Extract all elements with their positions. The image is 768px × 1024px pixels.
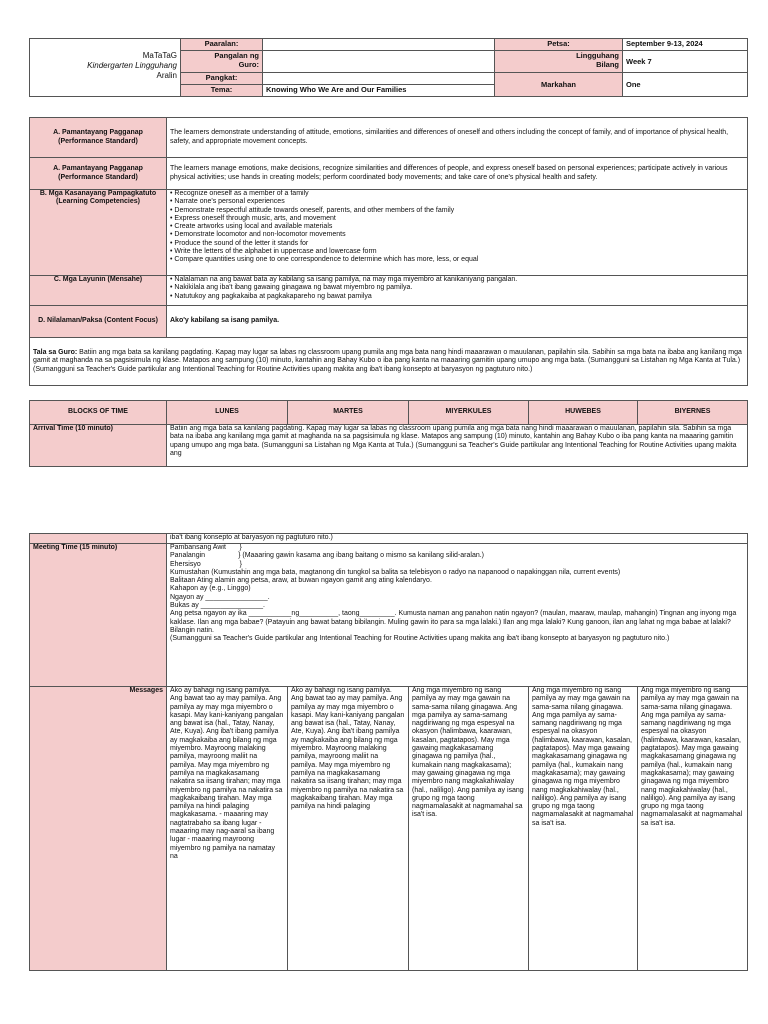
list-item: • Narrate one's personal experiences [170, 198, 744, 206]
arrival-label: Arrival Time (10 minuto) [30, 425, 167, 467]
tala-sa-guro [30, 338, 748, 386]
a2-label: A. Pamantayang Pagganap (Performance Standard) [30, 158, 167, 190]
paaralan-value[interactable] [263, 39, 495, 51]
a2-text: The learners manage emotions, make decisions, recognize similarities and differences of people, and express oneself based on personal experiences; participate actively in various physical activities; use hands in creating models; perform coordinated body movements; and take care of one's physical health and safety. [167, 158, 748, 190]
message-martes: Ako ay bahagi ng isang pamilya. Ang bawat tao ay may pamilya. Ang pamilya ay may mga miyembro o kasapi. May kani-kaniyang pangalan ang bawat isa (hal., Tatay, Nanay, Ate, Kuya). Ang iba't ibang pamilya ay magkakaiba ang bilang ng mga miyembro. Mayroong malaking pamilya, mayroong maliit na pamilya. May mga miyembro ng pamilya na magkakasamang nakatira sa iisang tirahan; may mga miyembro ng pamilya na nakatira sa magkakaibang tirahan. May mga pamilya na hindi palaging [288, 687, 409, 971]
c-label: C. Mga Layunin (Mensahe) [30, 276, 167, 306]
list-item: • Write the letters of the alphabet in uppercase and lowercase form [170, 248, 744, 256]
b-label: B. Mga Kasanayang Pampagkatuto (Learning Competencies) [30, 190, 167, 276]
lingguhang-label [495, 51, 623, 73]
petsa-value: September 9-13, 2024 [623, 39, 748, 51]
list-item: • Natutukoy ang pagkakaiba at pagkakapareho ng bawat pamilya [170, 293, 744, 301]
blocks-of-time-header: BLOCKS OF TIME [30, 401, 167, 425]
school-title-line2: Kindergarten Lingguhang [87, 61, 177, 70]
arrival-text: Batiin ang mga bata sa kanilang pagdating. Kapag may lugar sa labas ng classroom upang pumila ang mga bata nang hindi maaarawan o mauulanan, papilahin sila. Sabihin sa mga bata na ibaba ang kanilang mga gamit at maghanda na sa pagsisimula ng klase. Matapos ang sampung (10) minuto, kantahin ang Bahay Kubo o iba pang kanta na maaaring gamitin upang umupo ang mga bata. (Sumangguni sa Listahan ng Mga Kanta at Tula.) (Sumangguni sa Teacher's Guide partikular ang Intentional Teaching for Routine Activities upang makita ang [167, 425, 748, 467]
meeting-line: Kumustahan (Kumustahin ang mga bata, magtanong din tungkol sa balita sa telebisyon o radyo na napanood o napakinggan nila, current events) [170, 568, 621, 576]
meeting-line: Panalangin } (Maaaring gawin kasama ang ibang baitang o mismo sa kanilang silid-aralan.) [170, 552, 485, 560]
meeting-line: Bukas ay ________________. [170, 602, 265, 610]
meeting-label: Meeting Time (15 minuto) [30, 544, 167, 687]
message-huwebes: Ang mga miyembro ng isang pamilya ay may mga gawain na sama-sama nilang ginagawa. Ang mga pamilya ay sama-samang nagdiriwang ng mga espesyal na okasyon (halimbawa, kaarawan, kasalan, pagtatapos). May mga gawaing magkakasamang ginagawa ng pamilya (hal., kumakain nang magkakasama); may gawaing ginagawa ng mga miyembro nang magkakahiwalay (hal., naliligo). Ang pamilya ay isang grupo ng mga taong nagmamalasakit at nagmamahal sa isa't isa. [529, 687, 638, 971]
list-item: • Demonstrate locomotor and non-locomotor movements [170, 231, 744, 239]
tema-label: Tema: [181, 85, 263, 97]
d-label: D. Nilalaman/Paksa (Content Focus) [30, 306, 167, 338]
day-header: BIYERNES [638, 401, 748, 425]
list-item: • Recognize oneself as a member of a family [170, 190, 744, 198]
pangkat-label: Pangkat: [181, 73, 263, 85]
school-title [30, 39, 181, 97]
d-text: Ako'y kabilang sa isang pamilya. [167, 306, 748, 338]
list-item: • Nakikilala ang iba't ibang gawaing ginagawa ng bawat miyembro ng pamilya. [170, 284, 744, 292]
markahan-label: Markahan [495, 73, 623, 97]
day-header: MARTES [288, 401, 409, 425]
b-list [170, 190, 744, 265]
meeting-line: Ngayon ay ________________. [170, 593, 270, 601]
list-item: • Produce the sound of the letter it stands for [170, 240, 744, 248]
arrival-text-continued: iba't ibang konsepto at baryasyon ng pagtuturo nito.) [167, 534, 748, 544]
meeting-line: Balitaan Ating alamin ang petsa, araw, at buwan ngayon gamit ang ating kalendaryo. [170, 577, 432, 585]
day-header: MIYERKULES [409, 401, 529, 425]
list-item: • Demonstrate respectful attitude towards oneself, parents, and other members of the family [170, 207, 744, 215]
meeting-line: Ang petsa ngayon ay ika ___________ng__________, taong_________. Kumusta naman ang panahon natin ngayon? (maulan, maaraw, maulap, mahangin) Tingnan ang inyong mga kaklase. Ilan ang mga babae? (Patayuin ang bawat batang bibilangin. Muling gawin ito para sa mga lalaki.) Ilan ang mga lalaki? Kung ganoon, ilan ang lahat ng mga babae at lalaki? Bilangin natin. [170, 610, 737, 634]
list-item: • Create artworks using local and available materials [170, 223, 744, 231]
pangkat-value[interactable] [263, 73, 495, 85]
list-item: • Express oneself through music, arts, and movement [170, 215, 744, 223]
header-table [29, 38, 748, 97]
list-item: • Compare quantities using one to one correspondence to determine which has more, less, or equal [170, 256, 744, 264]
standards-table [29, 117, 748, 386]
school-title-line1: MaTaTaG [142, 51, 177, 60]
tala-label: Tala sa Guro: [33, 349, 78, 357]
a1-label: A. Pamantayang Pagganap (Performance Standard) [30, 118, 167, 158]
meeting-line: (Sumangguni sa Teacher's Guide partikular ang Intentional Teaching for Routine Activities upang makita ang iba't ibang konsepto at baryasyon ng pagtuturo nito.) [170, 635, 670, 643]
meeting-line: Ehersisyo } [170, 560, 242, 568]
a1-text: The learners demonstrate understanding of attitude, emotions, similarities and differences of oneself and others including the concept of family, and of importance of physical health, safety, and appropriate movement concepts. [167, 118, 748, 158]
lingguhang-value: Week 7 [623, 51, 748, 73]
day-header: HUWEBES [529, 401, 638, 425]
guro-label-line1: Pangalan ng [214, 51, 259, 60]
schedule-table [29, 400, 748, 467]
meeting-line: Kahapon ay (e.g., Linggo) [170, 585, 251, 593]
school-title-line3: Aralin [156, 71, 177, 80]
c-objectives [167, 276, 748, 306]
message-biyernes: Ang mga miyembro ng isang pamilya ay may mga gawain na sama-sama nilang ginagawa. Ang mga pamilya ay sama-samang nagdiriwang ng mga espesyal na okasyon (halimbawa, kaarawan, kasalan, pagtatapos). May mga gawaing magkakasamang ginagawa ng pamilya (hal., kumakain nang magkakasama); may gawaing ginagawa ng mga miyembro nang magkakahiwalay (hal., naliligo). Ang pamilya ay isang grupo ng mga taong nagmamalasakit at nagmamahal sa isa't isa. [638, 687, 748, 971]
message-lunes: Ako ay bahagi ng isang pamilya. Ang bawat tao ay may pamilya. Ang pamilya ay may mga miyembro o kasapi. May kani-kaniyang pangalan ang bawat isa (hal., Tatay, Nanay, Ate, Kuya). Ang iba't ibang pamilya ay magkakaiba ang bilang ng mga miyembro. Mayroong malaking pamilya, mayroong maliit na pamilya. May mga miyembro ng pamilya na magkakasamang nakatira sa iisang tirahan; may mga miyembro ng pamilya na nakatira sa magkakaibang tirahan. May mga pamilya na hindi palaging magkakasama. - maaaring may nagtatrabaho sa ibang lugar - maaaring may nag-aaral sa ibang lugar - maaaring mayroong miyembro ng pamilya na namatay na [167, 687, 288, 971]
lingguhang-label-line1: Lingguhang [576, 51, 619, 60]
schedule-table-continued [29, 533, 748, 971]
paaralan-label: Paaralan: [181, 39, 263, 51]
markahan-value: One [623, 73, 748, 97]
messages-label: Messages [30, 687, 167, 971]
guro-label [181, 51, 263, 73]
tema-value: Knowing Who We Are and Our Families [263, 85, 495, 97]
meeting-line: Pambansang Awit } [170, 544, 242, 551]
c-list [170, 276, 744, 301]
tala-text: Batiin ang mga bata sa kanilang pagdating. Kapag may lugar sa labas ng classroom upang pumila ang mga bata nang hindi maaarawan o mauulanan, papilahin sila. Sabihin sa mga bata na ibaba ang kanilang mga gamit at maghanda na sa pagsisimula ng klase. Matapos ang sampung (10) minuto, kantahin ang Bahay Kubo o iba pang kanta na maaaring gamitin upang umupo ang mga bata. (Sumangguni sa Listahan ng Mga Kanta at Tula.) (Sumangguni sa Teacher's Guide partikular ang Intentional Teaching for Routine Activities upang makita ang iba't ibang konsepto at baryasyon ng pagtuturo nito.) [33, 349, 742, 373]
arrival-label-continued [30, 534, 167, 544]
lingguhang-label-line2: Bilang [596, 60, 619, 69]
guro-value[interactable] [263, 51, 495, 73]
petsa-label: Petsa: [495, 39, 623, 51]
message-miyerkules: Ang mga miyembro ng isang pamilya ay may mga gawain na sama-sama nilang ginagawa. Ang mga pamilya ay sama-samang nagdiriwang ng mga espesyal na okasyon (halimbawa, kaarawan, kasalan, pagtatapos). May mga gawaing magkakasamang ginagawa ng pamilya (hal., kumakain nang magkakasama); may gawaing ginagawa ng mga miyembro nang magkakahiwalay (hal., naliligo). Ang pamilya ay isang grupo ng mga taong nagmamalasakit at nagmamahal sa isa't isa. [409, 687, 529, 971]
guro-label-line2: Guro: [238, 60, 259, 69]
list-item: • Nalalaman na ang bawat bata ay kabilang sa isang pamilya, na may mga miyembro at kanikaniyang pangalan. [170, 276, 744, 284]
b-competencies [167, 190, 748, 276]
meeting-text [167, 544, 748, 687]
day-header: LUNES [167, 401, 288, 425]
